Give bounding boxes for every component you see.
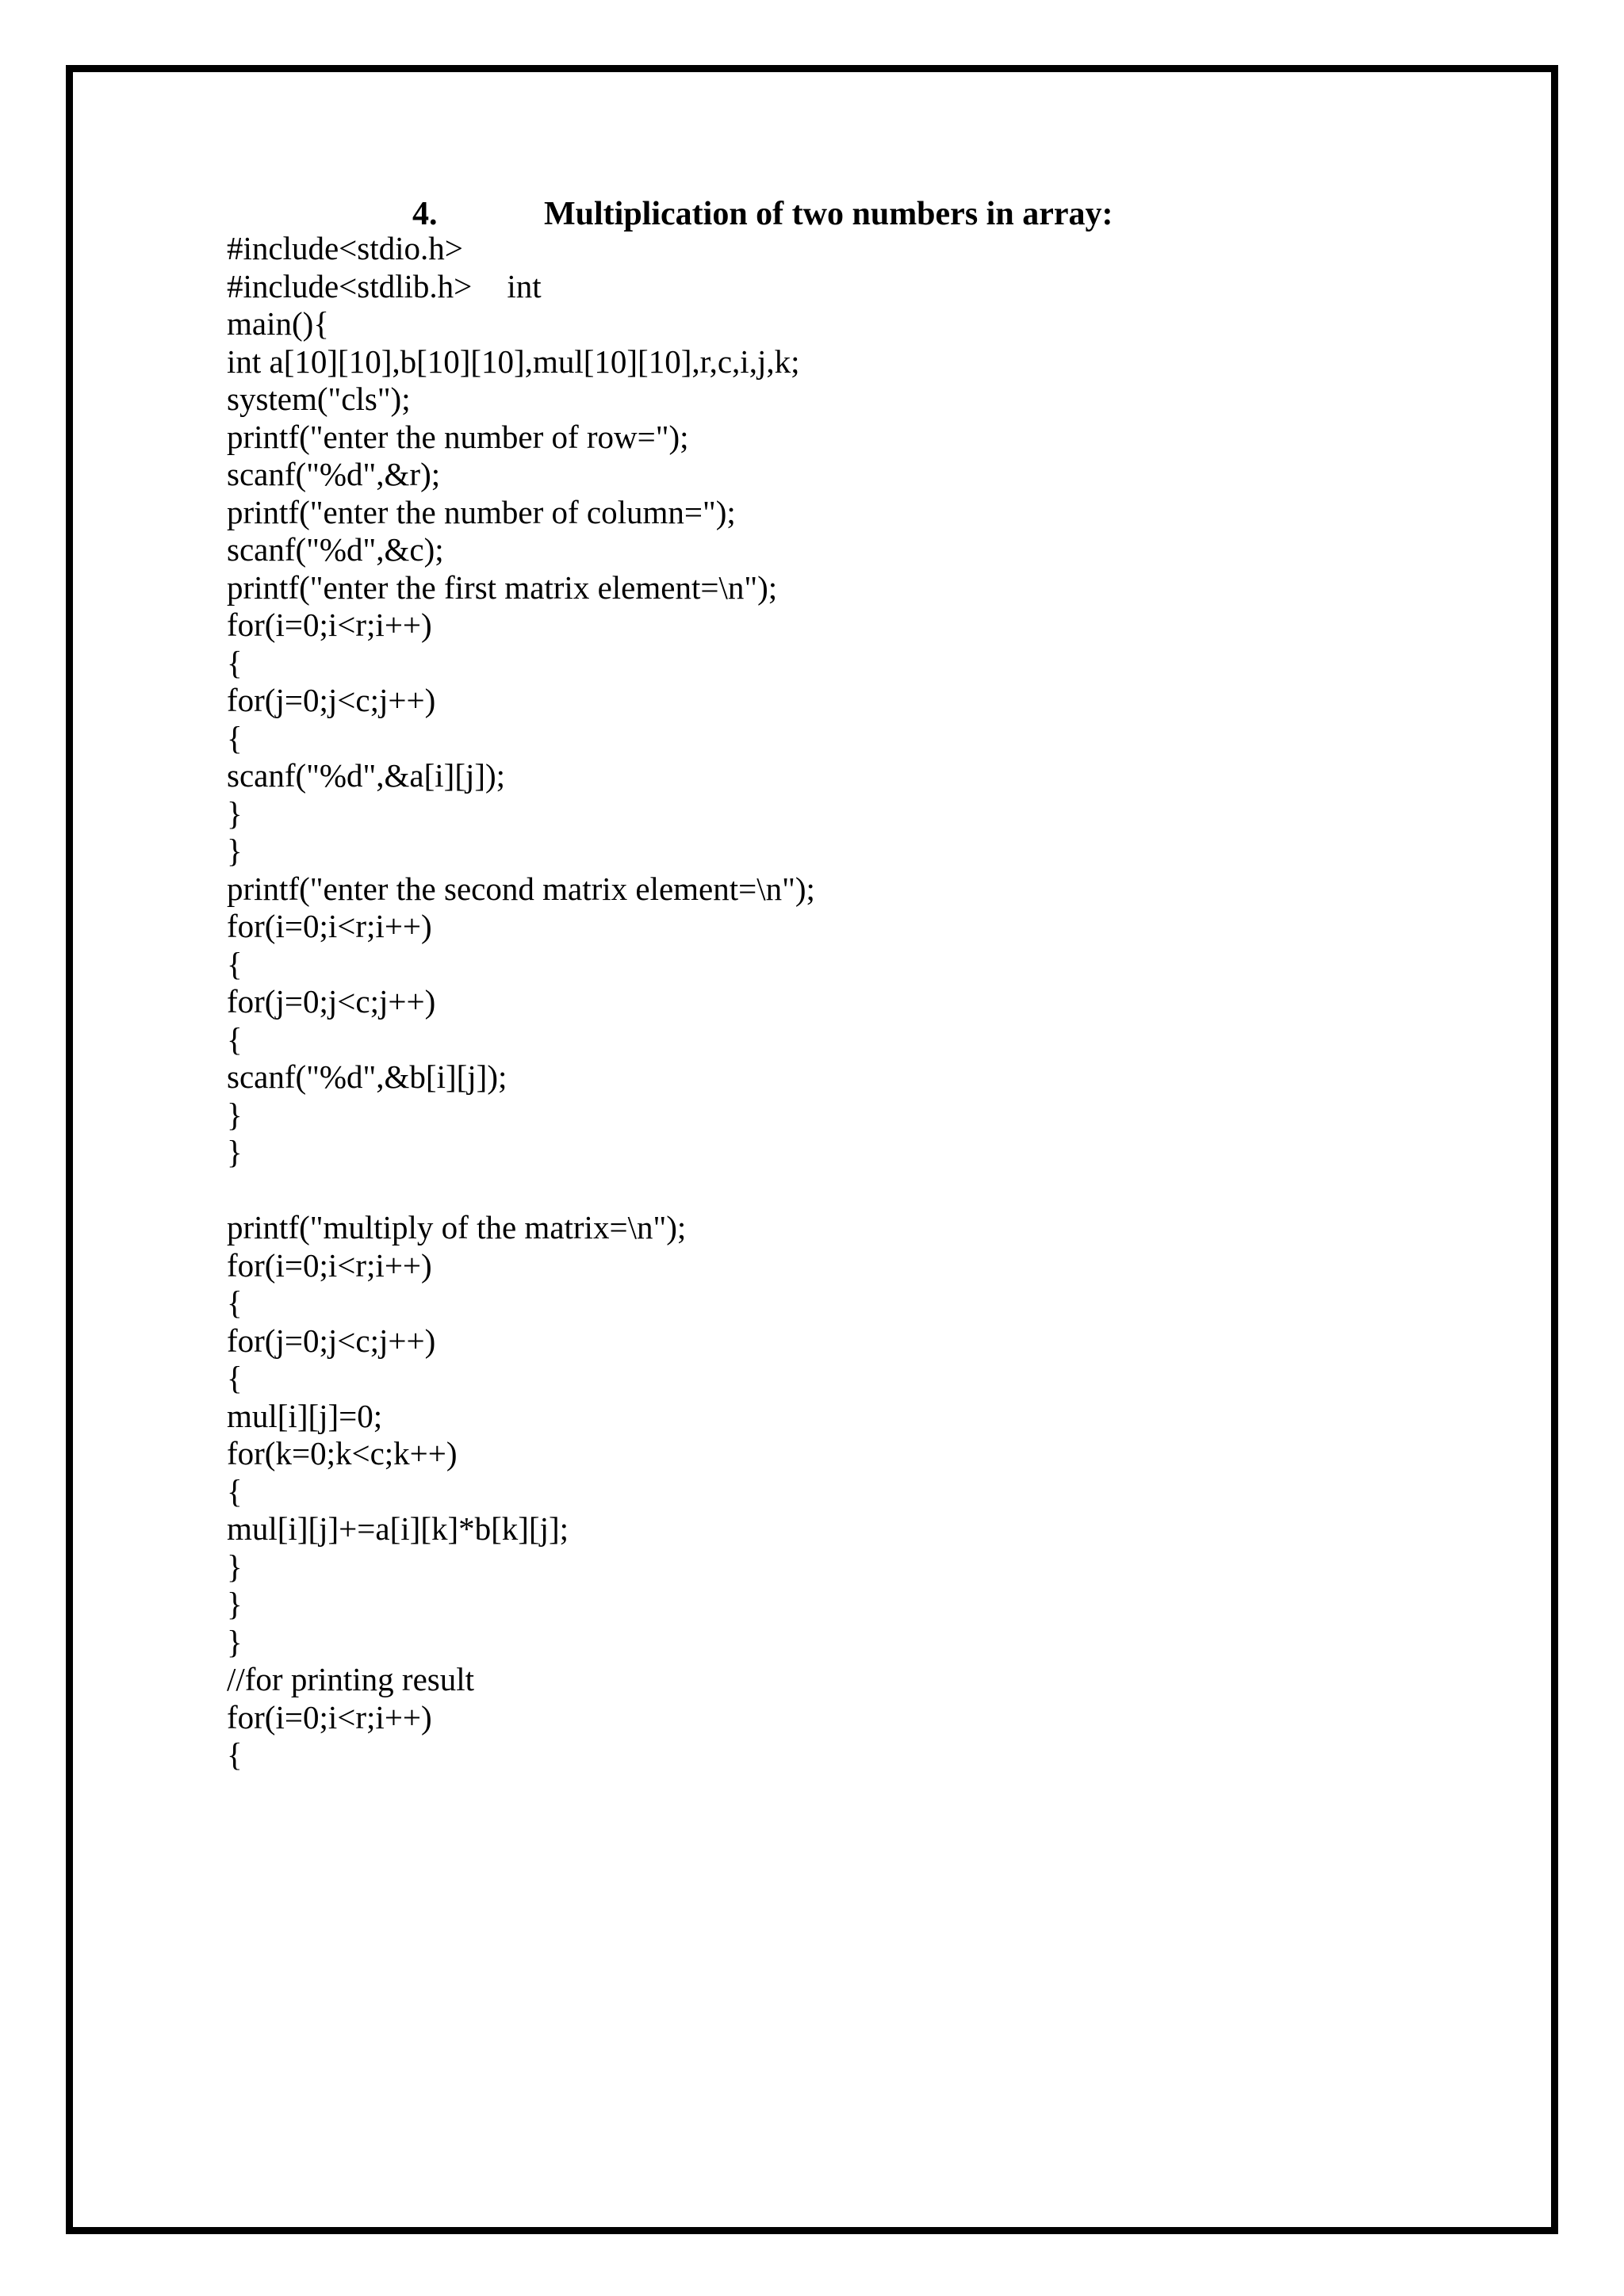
code-text: #include<stdlib.h>: [227, 267, 473, 304]
code-line: printf("enter the number of row=");: [227, 418, 689, 455]
code-line: {: [227, 1736, 243, 1773]
code-line: }: [227, 1548, 243, 1585]
code-line: for(i=0;i<r;i++): [227, 1698, 432, 1735]
code-line: for(k=0;k<c;k++): [227, 1435, 458, 1471]
code-line: for(i=0;i<r;i++): [227, 607, 432, 643]
code-line: {: [227, 1020, 243, 1058]
code-listing: [227, 230, 1416, 1774]
heading-title: Multiplication of two numbers in array:: [544, 196, 1113, 232]
code-line: main(){: [227, 305, 329, 342]
code-line: for(j=0;j<c;j++): [227, 682, 436, 718]
code-text-tail: int: [507, 267, 542, 304]
code-line: scanf("%d",&c);: [227, 531, 444, 568]
code-line: scanf("%d",&b[i][j]);: [227, 1058, 508, 1095]
code-line: printf("enter the number of column=");: [227, 493, 736, 530]
code-line: }: [227, 794, 243, 832]
code-line: system("cls");: [227, 381, 411, 417]
code-line: {: [227, 644, 243, 681]
code-line: }: [227, 1586, 243, 1622]
code-line: //for printing result: [227, 1661, 475, 1697]
code-line: #include<stdio.h>: [227, 230, 463, 266]
code-line: for(i=0;i<r;i++): [227, 1246, 432, 1284]
code-line: }: [227, 1134, 243, 1170]
code-line: {: [227, 945, 243, 982]
code-line: {: [227, 1472, 243, 1510]
code-line: {: [227, 719, 243, 756]
code-line: for(j=0;j<c;j++): [227, 983, 436, 1020]
code-line: scanf("%d",&a[i][j]);: [227, 757, 506, 794]
code-line: for(j=0;j<c;j++): [227, 1322, 436, 1359]
code-line: {: [227, 1284, 243, 1321]
code-line: printf("enter the second matrix element=\n");: [227, 870, 815, 907]
code-line: }: [227, 1096, 243, 1133]
blank-line: [227, 1172, 1416, 1210]
heading-number: 4.: [412, 196, 438, 232]
code-line: [227, 268, 1416, 306]
code-line: mul[i][j]=0;: [227, 1397, 383, 1434]
code-line: }: [227, 1623, 243, 1660]
code-line: mul[i][j]+=a[i][k]*b[k][j];: [227, 1510, 569, 1547]
code-line: for(i=0;i<r;i++): [227, 908, 432, 944]
code-line: scanf("%d",&r);: [227, 456, 441, 492]
code-line: int a[10][10],b[10][10],mul[10][10],r,c,i,j,k;: [227, 342, 800, 380]
code-line: printf("multiply of the matrix=\n");: [227, 1209, 687, 1246]
code-line: }: [227, 832, 243, 869]
code-line: printf("enter the first matrix element=\n");: [227, 568, 778, 606]
code-line: {: [227, 1360, 243, 1396]
